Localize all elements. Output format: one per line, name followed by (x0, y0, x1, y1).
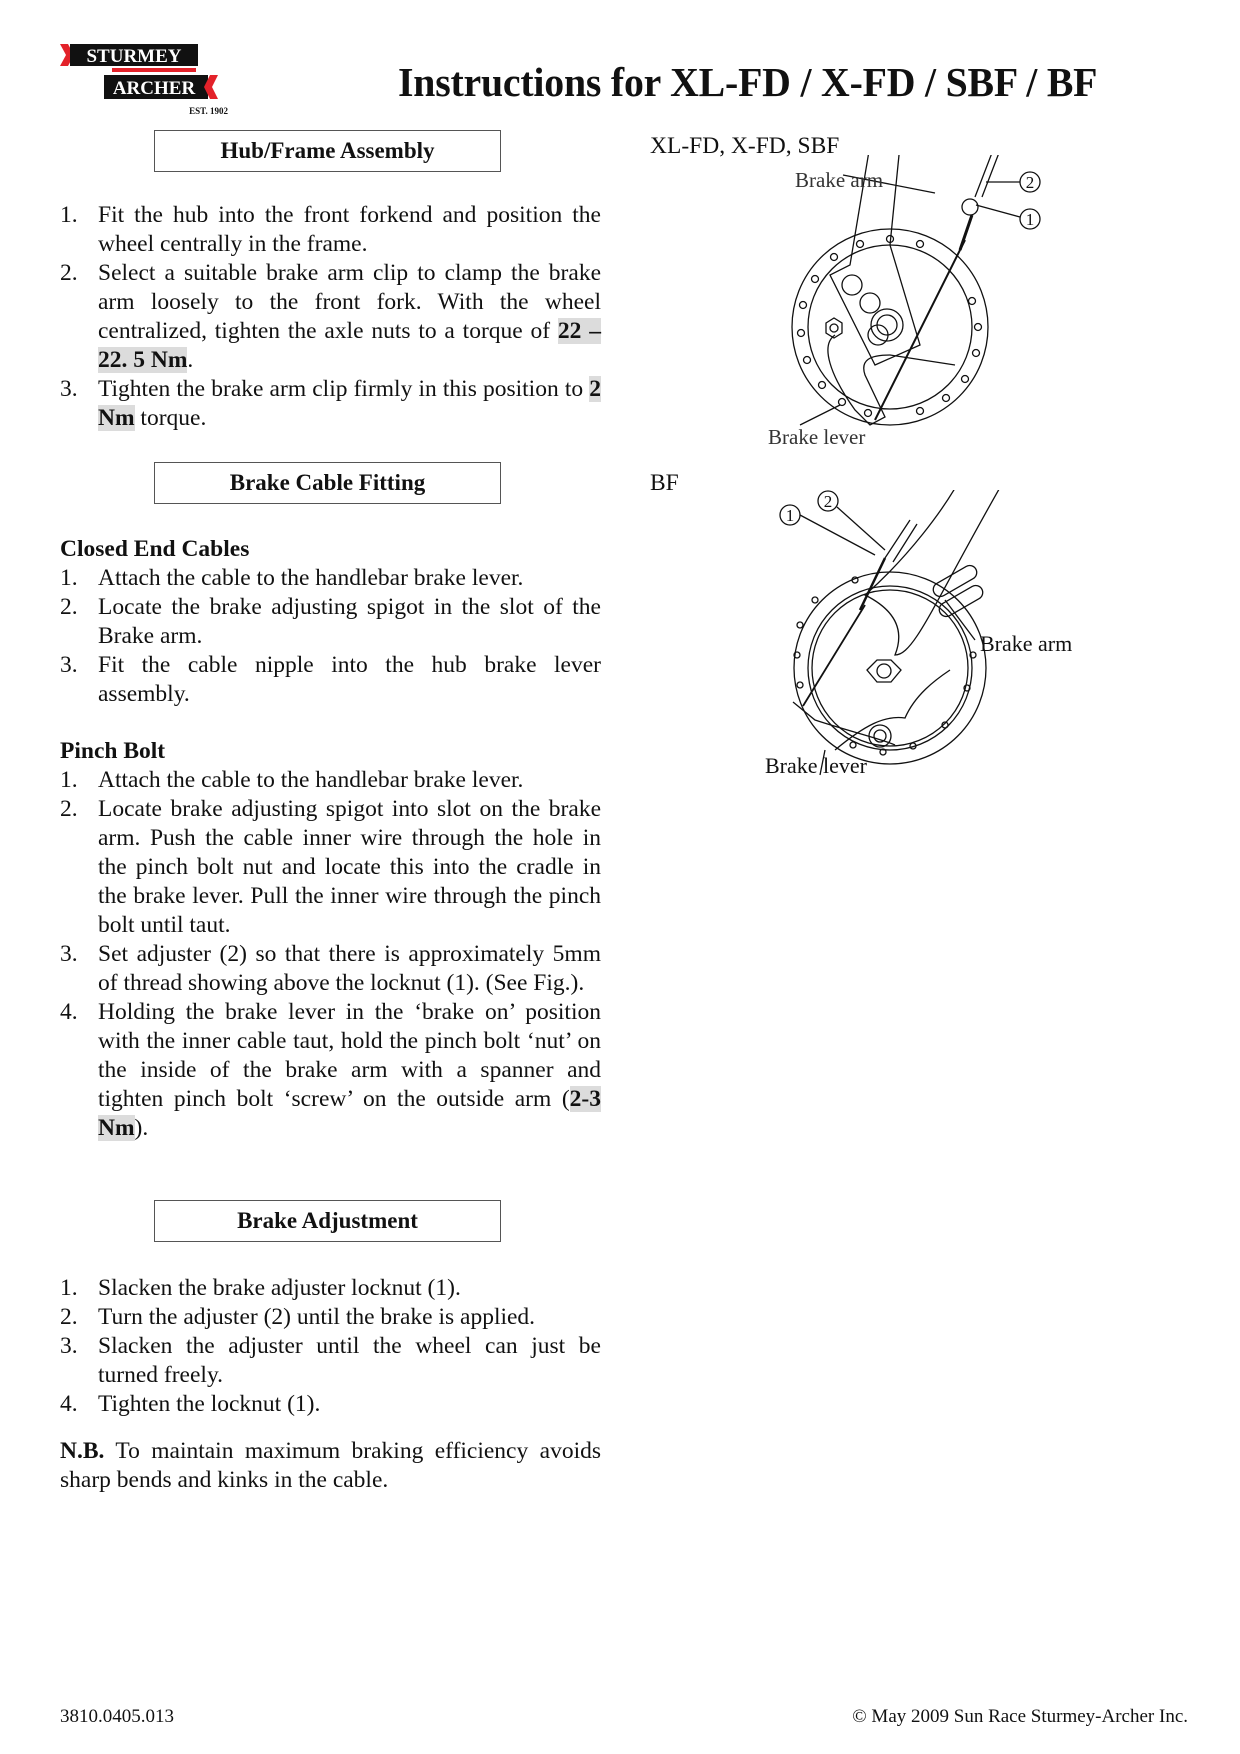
logo-line2: ARCHER (112, 78, 196, 99)
note: N.B. To maintain maximum braking efficiency avoids sharp bends and kinks in the cable. (60, 1438, 601, 1493)
label-brake-lever: Brake lever (765, 753, 867, 778)
logo-line1: STURMEY (86, 46, 182, 67)
document-number: 3810.0405.013 (60, 1706, 174, 1727)
closed-end-cables (60, 535, 601, 709)
torque-value-highlight: 2-3 Nm (98, 1086, 601, 1141)
torque-value-highlight: 22 – 22. 5 Nm (98, 318, 601, 373)
list-item: 4. Tighten the locknut (1). (60, 1391, 321, 1417)
copyright-notice: © May 2009 Sun Race Sturmey-Archer Inc. (852, 1706, 1188, 1727)
list-item: 1. Attach the cable to the handlebar brake lever. (60, 767, 524, 793)
figure2-caption: BF (650, 470, 679, 496)
label-brake-arm: Brake arm (795, 168, 884, 192)
adjustment-steps (60, 1274, 601, 1495)
logo-est: EST. 1902 (189, 106, 228, 116)
section-heading-brake-adjustment: Brake Adjustment (154, 1200, 501, 1242)
list-item: 3. Set adjuster (2) so that there is approximately 5mm of thread showing above the locknut (1). (See Fig.). (60, 941, 601, 996)
sturmey-archer-logo (60, 42, 240, 122)
hub-frame-steps (60, 201, 601, 433)
section-heading-cable-fitting: Brake Cable Fitting (154, 462, 501, 504)
list-item: 2. Turn the adjuster (2) until the brake is applied. (60, 1304, 536, 1330)
list-item: 2. Locate the brake adjusting spigot in the slot of the Brake arm. (60, 594, 601, 649)
list-item: 1. Attach the cable to the handlebar brake lever. (60, 565, 524, 591)
list-item: 4. Holding the brake lever in the ‘brake on’ position with the inner cable taut, hold the pinch bolt ‘nut’ on the inside of the brake arm with a spanner and tighten pinch bolt ‘screw’ on the outside arm (2-3 Nm). (60, 999, 601, 1141)
list-item: 2. Select a suitable brake arm clip to clamp the brake arm loosely to the front fork. With the wheel centralized, tighten the axle nuts to a torque of 22 – 22. 5 Nm. (60, 260, 601, 373)
svg-text:1: 1 (785, 506, 795, 525)
svg-text:1: 1 (1025, 210, 1035, 229)
figure1-caption: XL-FD, X-FD, SBF (650, 133, 840, 159)
section-heading-hub-frame: Hub/Frame Assembly (154, 130, 501, 172)
svg-text:2: 2 (1025, 173, 1035, 192)
list-item: 1. Fit the hub into the front forkend and position the wheel centrally in the frame. (60, 202, 601, 257)
subheading-pinch-bolt: Pinch Bolt (60, 738, 166, 764)
figure1-hub-brake-diagram (760, 155, 1100, 455)
subheading-closed-end: Closed End Cables (60, 536, 250, 562)
list-item: 2. Locate brake adjusting spigot into slot on the brake arm. Push the cable inner wire through the hole in the pinch bolt nut and locate this into the cradle in the brake lever. Pull the inner wire through the pinch bolt until taut. (60, 796, 601, 938)
list-item: 3. Fit the cable nipple into the hub brake lever assembly. (60, 652, 601, 707)
torque-value-highlight: 2 Nm (98, 376, 601, 431)
list-item: 1. Slacken the brake adjuster locknut (1). (60, 1275, 461, 1301)
svg-text:2: 2 (823, 492, 833, 511)
label-brake-arm: Brake arm (980, 631, 1073, 656)
list-item: 3. Tighten the brake arm clip firmly in this position to 2 Nm torque. (60, 376, 601, 431)
pinch-bolt (60, 737, 601, 1143)
figure2-hub-brake-diagram (745, 490, 1105, 790)
list-item: 3. Slacken the adjuster until the wheel can just be turned freely. (60, 1333, 601, 1388)
label-brake-lever: Brake lever (768, 425, 866, 449)
page-title: Instructions for XL-FD / X-FD / SBF / BF (398, 59, 1098, 105)
